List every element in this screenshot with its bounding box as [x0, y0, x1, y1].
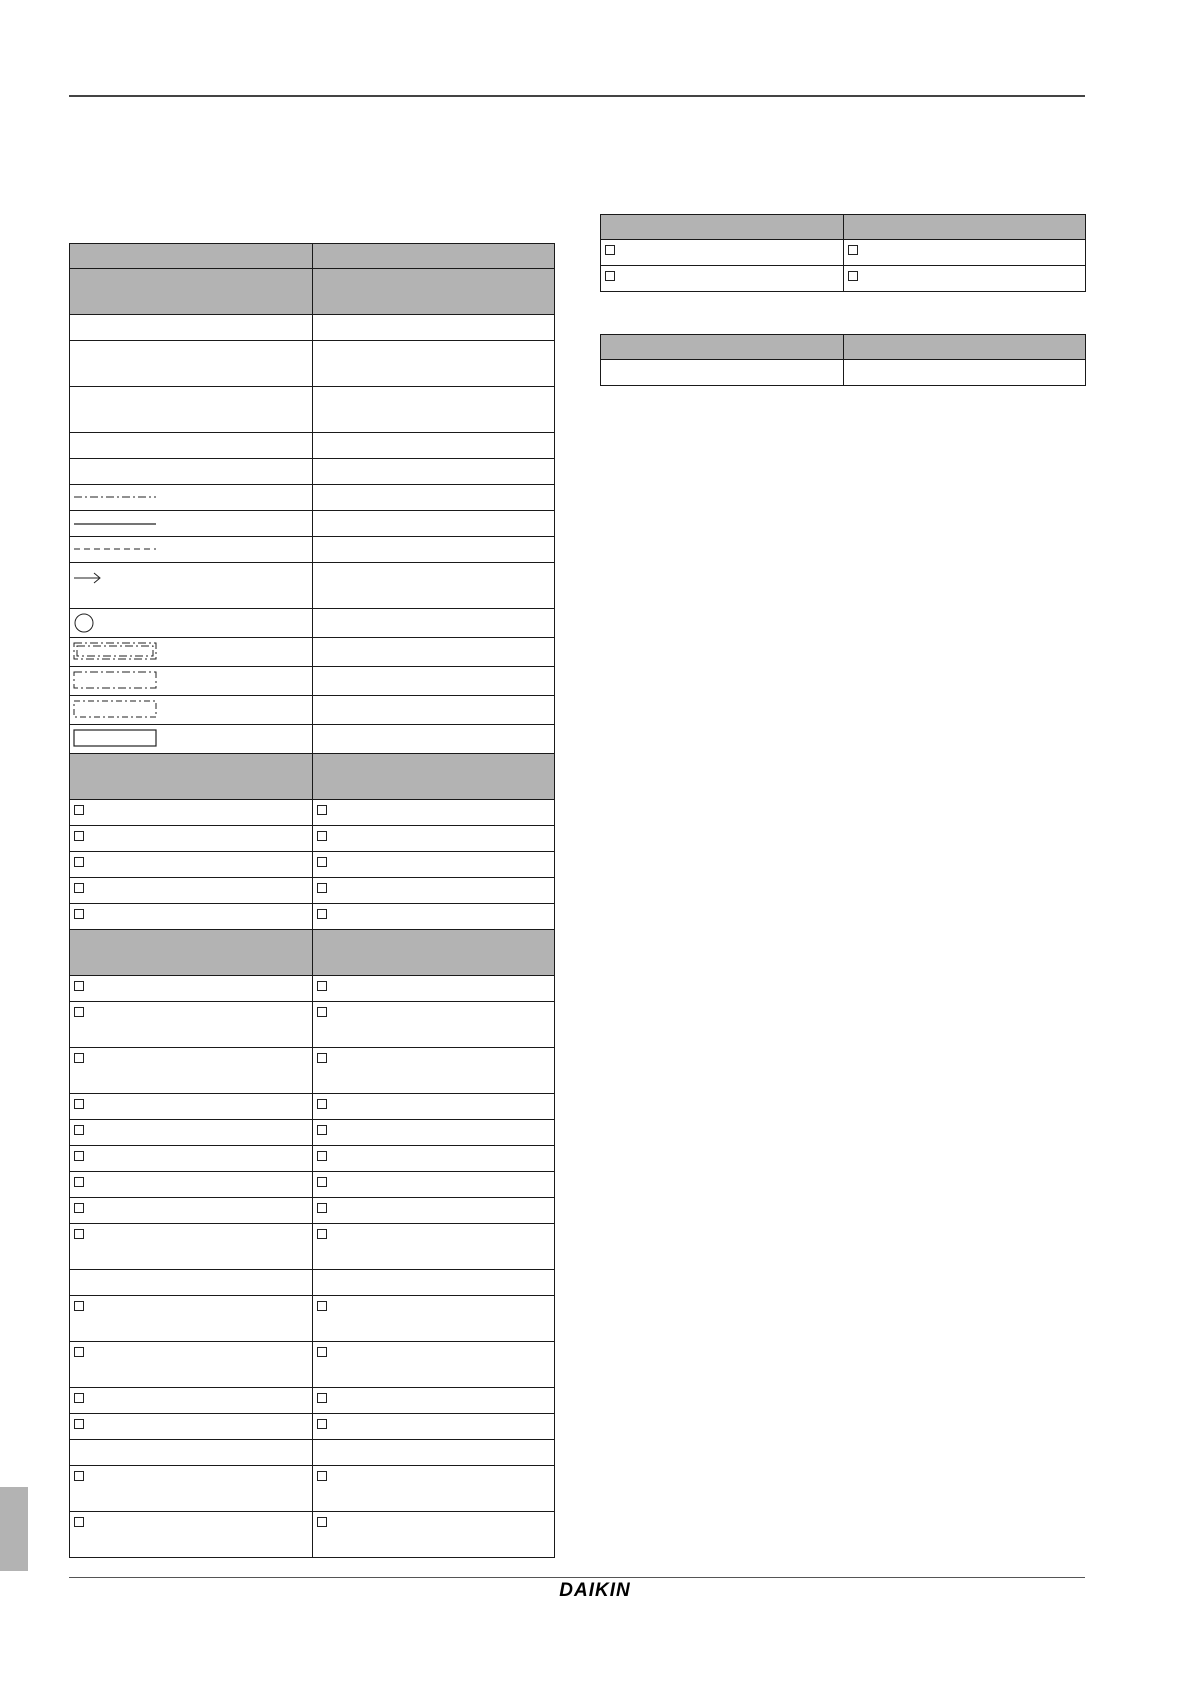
table-row — [70, 976, 555, 1002]
table-header-row — [601, 215, 1086, 240]
table-row — [70, 1512, 555, 1558]
table-row — [70, 1198, 555, 1224]
checkbox-icon — [74, 1125, 84, 1135]
checkbox-icon — [74, 1229, 84, 1239]
checkbox-icon — [74, 1517, 84, 1527]
table-row — [601, 360, 1086, 386]
dash-dot-box-icon — [73, 671, 157, 689]
checkbox-icon — [74, 1393, 84, 1403]
table-row — [70, 1120, 555, 1146]
section-header-row — [70, 754, 555, 800]
solid-box-icon — [73, 729, 157, 747]
table-row — [70, 696, 555, 725]
checkbox-icon — [317, 857, 327, 867]
table-row — [70, 1146, 555, 1172]
table-row — [70, 459, 555, 485]
table-row — [70, 638, 555, 667]
checkbox-icon — [317, 1177, 327, 1187]
checkbox-icon — [317, 1393, 327, 1403]
checkbox-icon — [317, 909, 327, 919]
table-row — [70, 1388, 555, 1414]
section-header-row — [70, 269, 555, 315]
checkbox-icon — [74, 909, 84, 919]
table-row — [70, 1270, 555, 1296]
checkbox-icon — [74, 1203, 84, 1213]
dashed-line-icon — [73, 545, 157, 553]
checkbox-icon — [317, 1151, 327, 1161]
checkbox-icon — [317, 1203, 327, 1213]
checkbox-icon — [848, 245, 858, 255]
table-row — [70, 485, 555, 511]
table-row — [70, 1048, 555, 1094]
right-table-2 — [600, 334, 1086, 386]
checkbox-icon — [74, 1471, 84, 1481]
table-row — [70, 537, 555, 563]
checkbox-icon — [74, 857, 84, 867]
header-rule — [69, 95, 1085, 97]
table-header-row — [70, 244, 555, 269]
checkbox-icon — [317, 883, 327, 893]
checkbox-icon — [317, 1419, 327, 1429]
table-row — [70, 1414, 555, 1440]
checkbox-icon — [605, 271, 615, 281]
checkbox-icon — [317, 1053, 327, 1063]
table-row — [70, 1466, 555, 1512]
checkbox-icon — [317, 1517, 327, 1527]
table-row — [70, 511, 555, 537]
checkbox-icon — [317, 1007, 327, 1017]
checkbox-icon — [74, 1177, 84, 1187]
checkbox-icon — [74, 805, 84, 815]
checkbox-icon — [74, 1151, 84, 1161]
table-row — [70, 1296, 555, 1342]
table-row — [70, 852, 555, 878]
table-row — [70, 1224, 555, 1270]
table-row — [601, 266, 1086, 292]
table-row — [70, 826, 555, 852]
table-row — [70, 563, 555, 609]
right-table-1 — [600, 214, 1086, 292]
table-row — [70, 878, 555, 904]
svg-text:DAIKIN: DAIKIN — [559, 1580, 631, 1600]
checkbox-icon — [74, 1301, 84, 1311]
table-row — [70, 1002, 555, 1048]
checkbox-icon — [605, 245, 615, 255]
checkbox-icon — [317, 981, 327, 991]
solid-line-icon — [73, 519, 157, 527]
checkbox-icon — [848, 271, 858, 281]
table-row — [70, 1342, 555, 1388]
checkbox-icon — [317, 1347, 327, 1357]
checkbox-icon — [317, 1099, 327, 1109]
table-header-row — [601, 335, 1086, 360]
checkbox-icon — [317, 1125, 327, 1135]
dash-dot-box-icon — [73, 700, 157, 718]
table-row — [70, 800, 555, 826]
table-row — [70, 725, 555, 754]
legend-table — [69, 243, 555, 1558]
checkbox-icon — [317, 1301, 327, 1311]
chapter-tab-marker — [0, 1487, 28, 1571]
daikin-logo — [520, 1578, 670, 1600]
circle-icon — [73, 612, 95, 634]
table-row — [70, 667, 555, 696]
dash-dot-line-icon — [73, 493, 157, 501]
table-row — [70, 1094, 555, 1120]
checkbox-icon — [74, 1007, 84, 1017]
checkbox-icon — [74, 831, 84, 841]
table-row — [601, 240, 1086, 266]
table-row — [70, 1440, 555, 1466]
double-dash-dot-box-icon — [73, 642, 157, 660]
table-row — [70, 341, 555, 387]
checkbox-icon — [74, 1053, 84, 1063]
table-row — [70, 433, 555, 459]
checkbox-icon — [74, 1347, 84, 1357]
table-row — [70, 387, 555, 433]
checkbox-icon — [317, 1471, 327, 1481]
checkbox-icon — [317, 1229, 327, 1239]
arrow-right-icon — [73, 571, 103, 585]
checkbox-icon — [74, 981, 84, 991]
checkbox-icon — [74, 883, 84, 893]
checkbox-icon — [74, 1099, 84, 1109]
table-row — [70, 609, 555, 638]
table-row — [70, 315, 555, 341]
section-header-row — [70, 930, 555, 976]
table-row — [70, 904, 555, 930]
table-row — [70, 1172, 555, 1198]
checkbox-icon — [74, 1419, 84, 1429]
checkbox-icon — [317, 805, 327, 815]
checkbox-icon — [317, 831, 327, 841]
